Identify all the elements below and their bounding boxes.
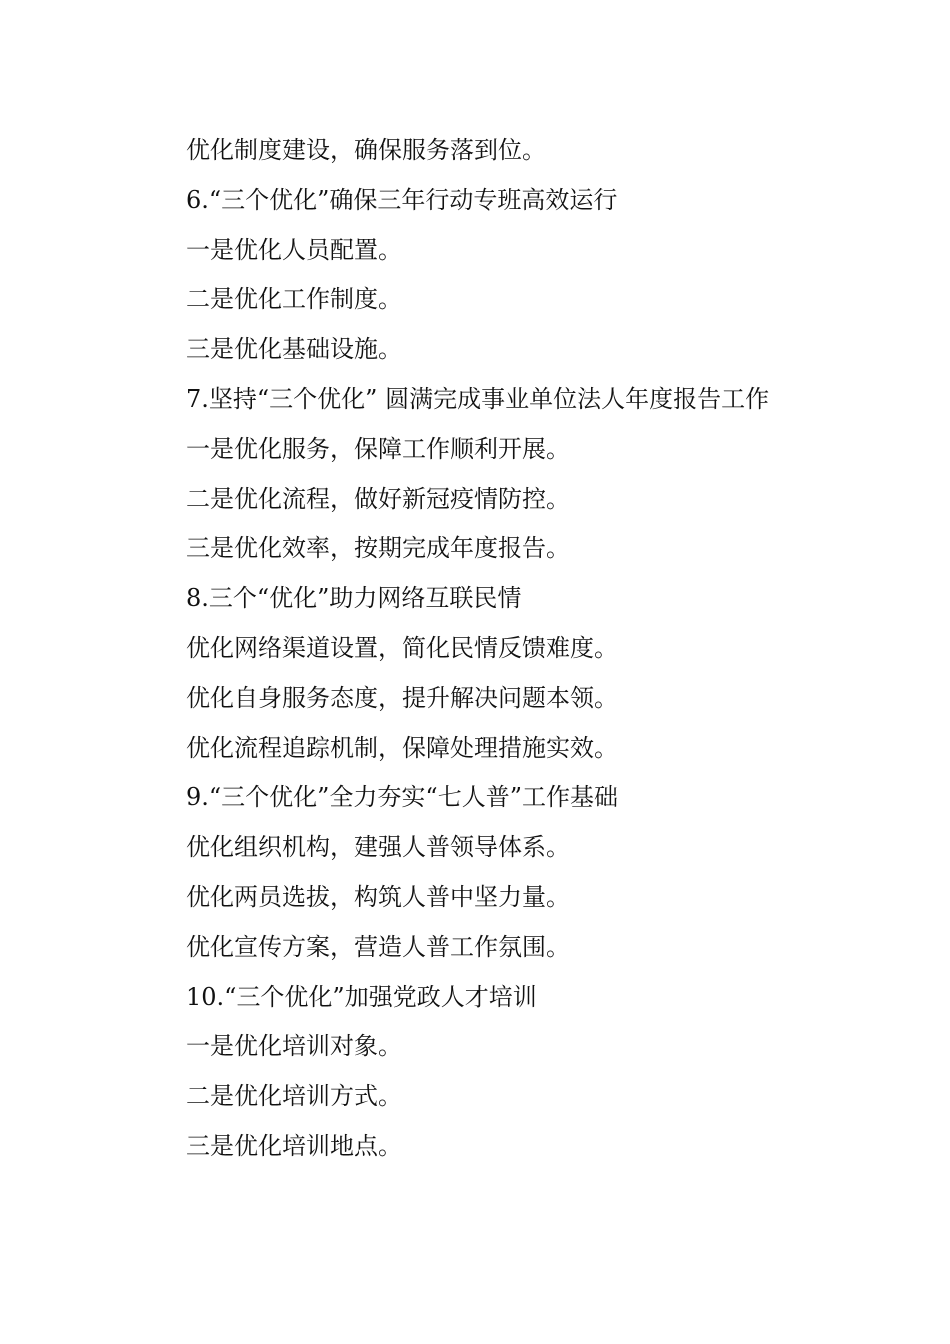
section-heading-6: 6.“三个优化”确保三年行动专班高效运行	[186, 185, 618, 214]
paragraph: 优化自身服务态度，提升解决问题本领。	[186, 683, 618, 712]
paragraph: 一是优化人员配置。	[186, 235, 402, 264]
paragraph: 三是优化基础设施。	[186, 335, 402, 364]
paragraph: 二是优化工作制度。	[186, 285, 402, 314]
paragraph: 优化组织机构，建强人普领导体系。	[186, 833, 570, 862]
section-heading-7: 7.坚持“三个优化” 圆满完成事业单位法人年度报告工作	[186, 384, 770, 413]
section-heading-10: 10.“三个优化”加强党政人才培训	[186, 982, 537, 1011]
paragraph: 优化宣传方案，营造人普工作氛围。	[186, 932, 570, 961]
paragraph: 一是优化服务，保障工作顺利开展。	[186, 434, 570, 463]
paragraph: 优化制度建设，确保服务落到位。	[186, 136, 546, 164]
paragraph: 三是优化效率，按期完成年度报告。	[186, 534, 570, 563]
paragraph: 二是优化培训方式。	[186, 1082, 402, 1111]
paragraph: 一是优化培训对象。	[186, 1032, 402, 1061]
section-heading-8: 8.三个“优化”助力网络互联民情	[186, 584, 522, 613]
document-body	[146, 126, 826, 1172]
paragraph: 优化两员选拔，构筑人普中坚力量。	[186, 882, 570, 911]
section-heading-9: 9.“三个优化”全力夯实“七人普”工作基础	[186, 783, 618, 812]
paragraph: 优化网络渠道设置，简化民情反馈难度。	[186, 633, 618, 662]
paragraph: 优化流程追踪机制，保障处理措施实效。	[186, 733, 618, 762]
paragraph: 二是优化流程，做好新冠疫情防控。	[186, 484, 570, 513]
paragraph: 三是优化培训地点。	[186, 1131, 402, 1160]
